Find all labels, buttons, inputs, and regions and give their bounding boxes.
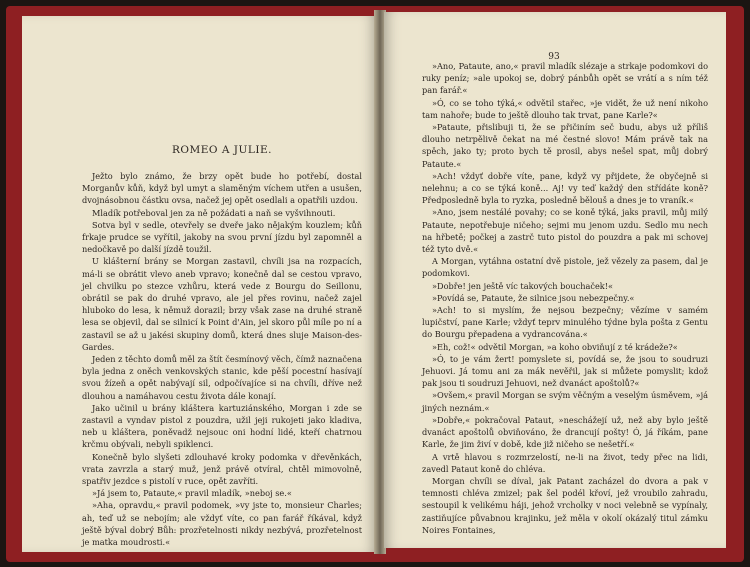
- paragraph: »Pataute, přislibuji ti, že se přičiním seč budu, abys už příliš dlouho netrpělivě čekat na mé čestné slovo! Mám právě tak na spěch, jako ty; proto bych tě prosil, abys nešel spat, můj dobrý Pataute.«: [422, 122, 708, 169]
- paragraph: U klášterní brány se Morgan zastavil, chvíli jsa na rozpacích, má-li se obrátit vlevo aneb vpravo; konečně dal se cestou vpravo, jel chvilku po stezce vzhůru, která vede z Bourgu do Seillonu, obrátil se pak do druhé vpravo, ale jel přes rovinu, načež zajel hluboko do lesa, k němuž dorazil; brzy však zase na druhé straně lesa se objevil, dal se silnicí k Point d'Ain, jel skoro půl míle po ní a zastavil se až u jakési skupiny domů, která dnes sluje Maison-des-Gardes.: [82, 256, 362, 352]
- paragraph: »Ach! vždyť dobře víte, pane, když vy přijdete, že obyčejně si nelehnu; a co se týká koně... Aj! vy teď každý den střídáte koně? Předposledně byla to ryzka, posledně bělouš a dnes je to vraník.«: [422, 170, 708, 206]
- paragraph: Mladík potřeboval jen za ně požádati a naň se vyšvihnouti.: [92, 207, 336, 218]
- paragraph: »Eh, což!« odvětil Morgan, »a koho obviňují z té krádeže?«: [432, 341, 678, 352]
- paragraph: Jeden z těchto domů měl za štít česmínový věch, čímž naznačena byla jedna z oněch venkovských stanic, kde pěší pocestní hasívají svou žízeň a opět nabývají sil, odpočívajíce si na chvíli, dříve než dlouhou a namáhavou cestu života dále konají.: [82, 354, 362, 401]
- left-page: [22, 16, 376, 552]
- paragraph: Sotva byl v sedle, otevřely se dveře jako nějakým kouzlem; kůň frkaje prudce se vyřítil, jakoby na svou první jízdu byl zapomněl a nedočkavě po další jízdě toužil.: [82, 219, 362, 255]
- paragraph: »Ano, Pataute, ano,« pravil mladík slézaje a strkaje podomkovi do ruky peníz; »ale upokoj se, dobrý pánbůh opět se vrátí a s ním též pan farář.«: [422, 61, 708, 96]
- paragraph: »Já jsem to, Pataute,« pravil mladík, »neboj se.«: [92, 488, 292, 499]
- paragraph: »Ó, to je vám žert! pomyslete si, povídá se, že jsou to soudruzi Jehuovi. Já tomu ani za mák nevěřil, jak si můžete pomyslit; kdož pak jsou ti soudruzi Jehuovi, než dvanáct apoštolů?«: [422, 353, 708, 389]
- paragraph: »Ovšem,« pravil Morgan se svým věčným a veselým úsměvem, »já jiných neznám.«: [422, 390, 708, 413]
- paragraph: Konečně bylo slyšeti zdlouhavé kroky podomka v dřevěnkách, vrata zavrzla a starý muž, jenž právě otvíral, chtěl mimovolně, spatřiv jezdce s pistolí v ruce, opět zavříti.: [82, 451, 362, 487]
- paragraph: »Povídá se, Pataute, že silnice jsou nebezpečny.«: [432, 292, 635, 303]
- paragraph: Ježto bylo známo, že brzy opět bude ho potřebí, dostal Morganův kůň, když byl umyt a slaměným víchem utřen a usušen, dvojnásobnou částku ovsa, načež jej opět osedlali a opatřili uzdou.: [82, 171, 362, 206]
- chapter-title: ROMEO A JULIE.: [172, 144, 272, 156]
- paragraph: Morgan chvíli se díval, jak Patant zacházel do dvora a pak v temnosti chléva zmizel; pak šel podél křoví, jež vroubilo zahradu, sestoupil k velikému háji, jehož vrcholky v noci velebně se vypínaly, zastiňujíce půvabnou krajinku, jež měla v okolí okázalý titul zámku Noires Fontaines,: [422, 475, 708, 535]
- paragraph: »Ano, jsem nestálé povahy; co se koně týká, jaks pravil, můj milý Pataute, nepotřebuje ničeho; sejmi mu jenom uzdu. Sedlo mu nech na hřbetě; počkej a zastrč tuto pistol do pouzdra a pak mi schovej též tyto dvě.«: [422, 207, 708, 255]
- paragraph: »Dobře,« pokračoval Pataut, »neschážejí už, než aby bylo ještě dvanáct apoštolů obviňováno, že drancují pošty! Ó, já říkám, pane Karle, že jim živí v době, kde již ničeho se nešetří.«: [422, 414, 708, 450]
- paragraph: A vrtě hlavou s rozmrzelostí, ne-li na život, tedy přec na lidi, zavedl Pataut koně do chléva.: [422, 451, 708, 474]
- paragraph: A Morgan, vytáhna ostatní dvě pistole, jež vězely za pasem, dal je podomkovi.: [422, 256, 708, 279]
- paragraph: »Aha, opravdu,« pravil podomek, »vy jste to, monsieur Charles; ah, teď už se nebojím; ale vždyť víte, co pan farář říkával, když ještě býval dobrý Bůh: prozřetelnosti nikdy nezbývá, prozřetelnost je matka moudrosti.«: [82, 500, 362, 548]
- paragraph: »Dobře! jen ještě víc takových bouchaček!«: [432, 280, 614, 291]
- paragraph: Jako učinil u brány kláštera kartuziánského, Morgan i zde se zastavil a vyndav pistol z pouzdra, užil jeji rukojeti jako kladiva, neb u kláštera, poněvadž nejsouc oni hodní lidé, kteří chatrnou krčmu obývali, nebyli spiklenci.: [82, 402, 362, 450]
- paragraph: »Ach! to si myslím, že nejsou bezpečny; vězíme v samém lupičství, pane Karle; vždyť teprv minulého týdne byla pošta z Gentu do Bourgu přepadena a vydrancována.«: [422, 305, 708, 340]
- page-number: 93: [548, 52, 560, 62]
- paragraph: »Ó, co se toho týká,« odvětil stařec, »je vidět, že už není nikoho tam nahoře; bude to ještě dlouho tak trvat, pane Karle?«: [422, 97, 708, 120]
- right-page: [384, 12, 726, 548]
